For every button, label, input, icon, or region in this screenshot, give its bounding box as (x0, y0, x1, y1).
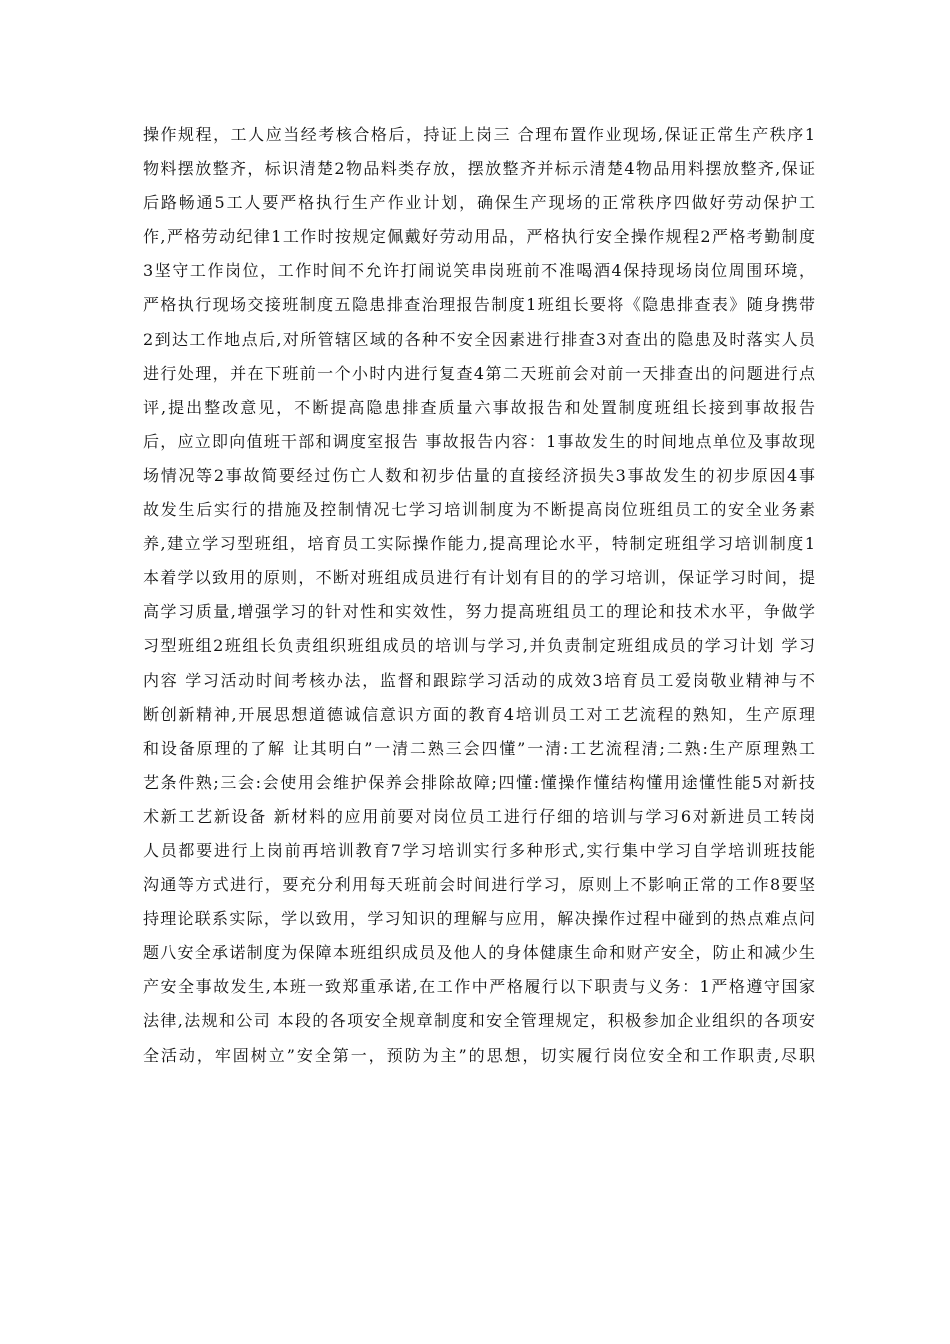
text-line: 沟通等方式进行，要充分利用每天班前会时间进行学习，原则上不影响正常的工作8要坚 (143, 875, 815, 895)
text-line: 故发生后实行的措施及控制情况七学习培训制度为不断提高岗位班组员工的安全业务素 (143, 500, 815, 520)
text-line: 养,建立学习型班组，培育员工实际操作能力,提高理论水平，特制定班组学习培训制度1 (143, 534, 815, 554)
text-line: 严格执行现场交接班制度五隐患排查治理报告制度1班组长要将《隐患排查表》随身携带 (143, 295, 815, 315)
text-line: 后路畅通5工人要严格执行生产作业计划，确保生产现场的正常秩序四做好劳动保护工 (143, 193, 815, 213)
text-line: 和设备原理的了解 让其明白”一清二熟三会四懂”一清:工艺流程清;二熟:生产原理熟工 (143, 738, 815, 758)
text-line: 2到达工作地点后,对所管辖区域的各种不安全因素进行排查3对查出的隐患及时落实人员 (143, 329, 815, 349)
text-line: 作,严格劳动纪律1工作时按规定佩戴好劳动用品，严格执行安全操作规程2严格考勤制度 (143, 227, 815, 247)
text-line: 术新工艺新设备 新材料的应用前要对岗位员工进行仔细的培训与学习6对新进员工转岗 (143, 806, 815, 826)
text-line: 内容 学习活动时间考核办法，监督和跟踪学习活动的成效3培育员工爱岗敬业精神与不 (143, 670, 815, 690)
text-line: 习型班组2班组长负责组织班组成员的培训与学习,并负责制定班组成员的学习计划 学习 (143, 636, 815, 656)
text-line: 进行处理，并在下班前一个小时内进行复查4第二天班前会对前一天排查出的问题进行点 (143, 363, 815, 383)
text-line: 持理论联系实际，学以致用，学习知识的理解与应用，解决操作过程中碰到的热点难点问 (143, 909, 815, 929)
text-line: 法律,法规和公司 本段的各项安全规章制度和安全管理规定，积极参加企业组织的各项安 (143, 1011, 815, 1031)
text-line: 断创新精神,开展思想道德诚信意识方面的教育4培训员工对工艺流程的熟知，生产原理 (143, 704, 815, 724)
text-line: 场情况等2事故简要经过伤亡人数和初步估量的直接经济损失3事故发生的初步原因4事 (143, 465, 815, 485)
text-line: 本着学以致用的原则，不断对班组成员进行有计划有目的的学习培训，保证学习时间，提 (143, 568, 815, 588)
text-line: 全活动，牢固树立”安全第一，预防为主”的思想，切实履行岗位安全和工作职责,尽职 (143, 1045, 815, 1065)
text-line: 操作规程，工人应当经考核合格后，持证上岗三 合理布置作业现场,保证正常生产秩序1 (143, 125, 815, 144)
text-line: 后，应立即向值班干部和调度室报告 事故报告内容：1事故发生的时间地点单位及事故现 (143, 431, 815, 451)
text-line: 人员都要进行上岗前再培训教育7学习培训实行多种形式,实行集中学习自学培训班技能 (143, 840, 815, 860)
text-line: 评,提出整改意见，不断提高隐患排查质量六事故报告和处置制度班组长接到事故报告 (143, 397, 815, 417)
text-line: 3坚守工作岗位，工作时间不允许打闹说笑串岗班前不准喝酒4保持现场岗位周围环境， (143, 261, 815, 281)
text-line: 题八安全承诺制度为保障本班组织成员及他人的身体健康生命和财产安全，防止和减少生 (143, 943, 815, 963)
text-line: 物料摆放整齐，标识清楚2物品料类存放，摆放整齐并标示清楚4物品用料摆放整齐,保证 (143, 159, 815, 179)
text-line: 产安全事故发生,本班一致郑重承诺,在工作中严格履行以下职责与义务：1严格遵守国家 (143, 977, 815, 997)
text-line: 高学习质量,增强学习的针对性和实效性，努力提高班组员工的理论和技术水平，争做学 (143, 602, 815, 622)
document-body (143, 118, 815, 1073)
text-line: 艺条件熟;三会:会使用会维护保养会排除故障;四懂:懂操作懂结构懂用途懂性能5对新技 (143, 772, 815, 792)
